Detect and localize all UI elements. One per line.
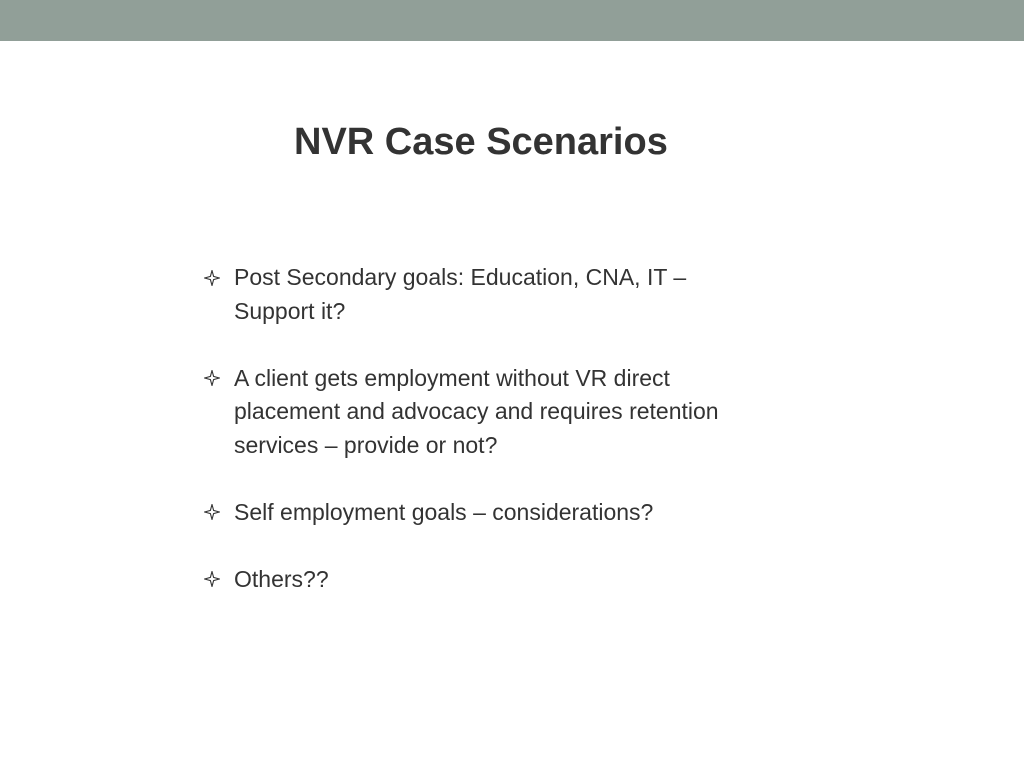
bullet-line: Self employment goals – considerations? (234, 498, 654, 525)
bullet-line: Post Secondary goals: Education, CNA, IT – (234, 264, 687, 290)
bullet-item (204, 261, 804, 328)
bullet-item (204, 362, 804, 463)
four-point-star-icon (204, 563, 224, 597)
four-point-star-icon (204, 362, 224, 396)
bullet-item (204, 496, 804, 530)
bullet-list (204, 261, 804, 596)
top-accent-bar (0, 0, 1024, 41)
bullet-line: A client gets employment without VR direct (234, 364, 670, 391)
bullet-line: services – provide or not? (234, 431, 498, 458)
bullet-line: Support it? (234, 297, 346, 324)
bullet-item (204, 563, 804, 597)
slide-title: NVR Case Scenarios (294, 121, 668, 163)
bullet-line: Others?? (234, 565, 329, 592)
four-point-star-icon (204, 261, 224, 295)
bullet-line: placement and advocacy and requires retention (234, 398, 719, 424)
four-point-star-icon (204, 496, 224, 530)
